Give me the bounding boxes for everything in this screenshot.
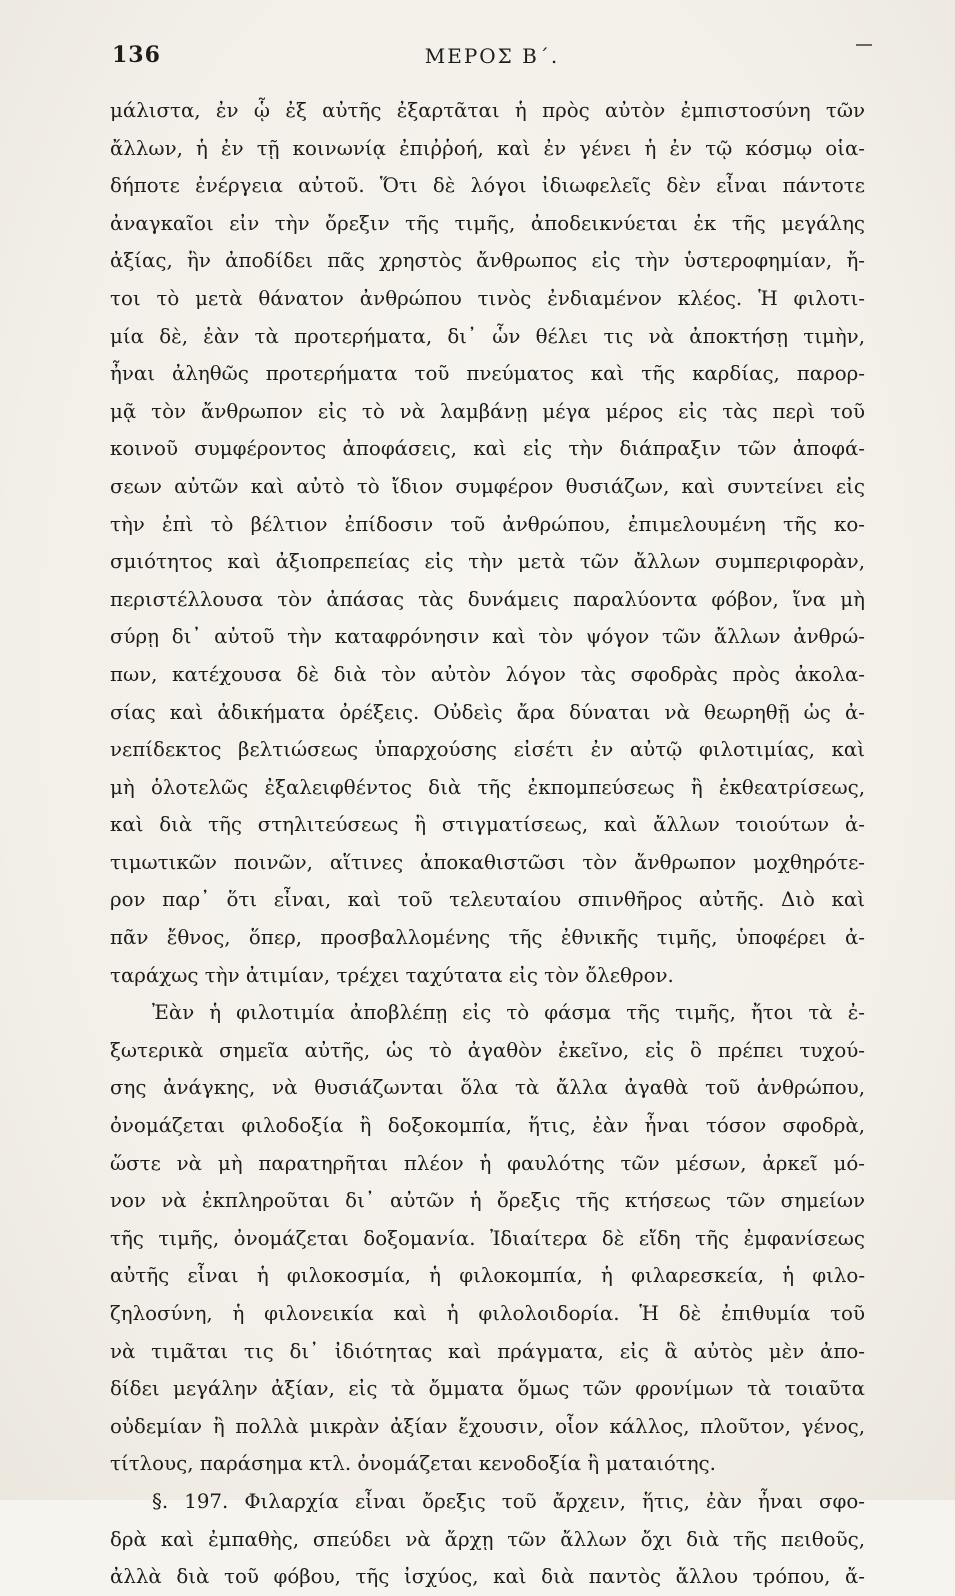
text-line: νον νὰ ἐκπληροῦται δι᾽ αὐτῶν ἡ ὄρεξις τῆς κτήσεως τῶν σημείων bbox=[110, 1189, 865, 1213]
text-line: ρον παρ᾽ ὅτι εἶναι, καὶ τοῦ τελευταίου σπινθῆρος αὐτῆς. Διὸ καὶ bbox=[110, 888, 865, 912]
text-line: μὴ ὁλοτελῶς ἐξαλειφθέντος διὰ τῆς ἐκπομπεύσεως ἢ ἐκθεατρίσεως, bbox=[110, 775, 865, 799]
running-head: ΜΕΡΟΣ Β΄. bbox=[424, 44, 560, 68]
text-line: σεων αὐτῶν καὶ αὐτὸ τὸ ἴδιον συμφέρον θυσιάζων, καὶ συντείνει εἰς bbox=[110, 474, 865, 498]
page-header bbox=[112, 42, 872, 76]
text-line: καὶ διὰ τῆς στηλιτεύσεως ἢ στιγματίσεως, καὶ ἄλλων τοιούτων ἀ- bbox=[110, 813, 865, 837]
text-line: πᾶν ἔθνος, ὅπερ, προσβαλλομένης τῆς ἐθνικῆς τιμῆς, ὑποφέρει ἀ- bbox=[110, 926, 865, 950]
text-line: ὥστε νὰ μὴ παρατηρῆται πλέον ἡ φαυλότης τῶν μέσων, ἀρκεῖ μό- bbox=[110, 1151, 865, 1175]
text-line: ταράχως τὴν ἀτιμίαν, τρέχει ταχύτατα εἰς τὸν ὄλεθρον. bbox=[110, 963, 674, 987]
text-line: νὰ τιμᾶται τις δι᾽ ἰδιότητας καὶ πράγματα, εἰς ἃ αὐτὸς μὲν ἀπο- bbox=[110, 1339, 865, 1363]
text-line: τοι τὸ μετὰ θάνατον ἀνθρώπου τινὸς ἐνδιαμένον κλέος. Ἡ φιλοτι- bbox=[110, 286, 865, 310]
corner-mark bbox=[856, 44, 872, 46]
text-line: πων, κατέχουσα δὲ διὰ τὸν αὐτὸν λόγον τὰς σφοδρὰς πρὸς ἀκολα- bbox=[110, 662, 865, 686]
text-line: ἀναγκαῖοι εἰν τὴν ὄρεξιν τῆς τιμῆς, ἀποδεικνύεται ἐκ τῆς μεγάλης bbox=[110, 211, 865, 235]
text-line: ἦναι ἀληθῶς προτερήματα τοῦ πνεύματος καὶ τῆς καρδίας, παρορ- bbox=[110, 362, 865, 386]
text-line: κοινοῦ συμφέροντος ἀποφάσεις, καὶ εἰς τὴν διάπραξιν τῶν ἀποφά- bbox=[110, 437, 865, 461]
text-line: σης ἀνάγκης, νὰ θυσιάζωνται ὅλα τὰ ἄλλα ἀγαθὰ τοῦ ἀνθρώπου, bbox=[110, 1076, 865, 1100]
text-line: τιμωτικῶν ποινῶν, αἵτινες ἀποκαθιστῶσι τὸν ἄνθρωπον μοχθηρότε- bbox=[110, 850, 865, 874]
text-line: σμιότητος καὶ ἀξιοπρεπείας εἰς τὴν μετὰ τῶν ἄλλων συμπεριφορὰν, bbox=[110, 550, 865, 574]
text-line: τῆς τιμῆς, ὀνομάζεται δοξομανία. Ἰδιαίτερα δὲ εἴδη τῆς ἐμφανίσεως bbox=[110, 1226, 865, 1250]
text-line: ζηλοσύνη, ἡ φιλονεικία καὶ ἡ φιλολοιδορία. Ἡ δὲ ἐπιθυμία τοῦ bbox=[110, 1302, 865, 1325]
body-text bbox=[110, 92, 865, 1596]
text-line: περιστέλλουσα τὸν ἀπάσας τὰς δυνάμεις παραλύοντα φόβον, ἵνα μὴ bbox=[110, 587, 865, 611]
text-line: μάλιστα, ἐν ᾧ ἐξ αὐτῆς ἐξαρτᾶται ἡ πρὸς αὐτὸν ἐμπιστοσύνη τῶν bbox=[110, 99, 865, 122]
text-line: §. 197. Φιλαρχία εἶναι ὄρεξις τοῦ ἄρχειν, ἥτις, ἐὰν ἦναι σφο- bbox=[152, 1489, 865, 1513]
text-line: τίτλους, παράσημα κτλ. ὀνομάζεται κενοδοξία ἢ ματαιότης. bbox=[110, 1452, 716, 1476]
text-line: μᾷ τὸν ἄνθρωπον εἰς τὸ νὰ λαμβάνῃ μέγα μέρος εἰς τὰς περὶ τοῦ bbox=[110, 399, 865, 423]
text-line: ξωτερικὰ σημεῖα αὐτῆς, ὡς τὸ ἀγαθὸν ἐκεῖνο, εἰς ὃ πρέπει τυχού- bbox=[110, 1038, 865, 1062]
text-line: ὀνομάζεται φιλοδοξία ἢ δοξοκομπία, ἥτις, ἐὰν ἦναι τόσον σφοδρὰ, bbox=[110, 1114, 865, 1138]
text-line: σίας καὶ ἀδικήματα ὀρέξεις. Οὐδεὶς ἄρα δύναται νὰ θεωρηθῇ ὡς ἀ- bbox=[110, 700, 865, 724]
text-line: δήποτε ἐνέργεια αὐτοῦ. Ὅτι δὲ λόγοι ἰδιωφελεῖς δὲν εἶναι πάντοτε bbox=[110, 174, 865, 198]
text-line: τὴν ἐπὶ τὸ βέλτιον ἐπίδοσιν τοῦ ἀνθρώπου, ἐπιμελουμένη τῆς κο- bbox=[110, 512, 865, 536]
text-line: αὐτῆς εἶναι ἡ φιλοκοσμία, ἡ φιλοκομπία, ἡ φιλαρεσκεία, ἡ φιλο- bbox=[110, 1264, 865, 1288]
text-line: Ἐὰν ἡ φιλοτιμία ἀποβλέπῃ εἰς τὸ φάσμα τῆς τιμῆς, ἤτοι τὰ ἐ- bbox=[152, 1001, 865, 1025]
page-number: 136 bbox=[112, 42, 161, 68]
text-line: δρὰ καὶ ἐμπαθὴς, σπεύδει νὰ ἄρχῃ τῶν ἄλλων ὄχι διὰ τῆς πειθοῦς, bbox=[110, 1527, 865, 1551]
text-line: σύρῃ δι᾽ αὐτοῦ τὴν καταφρόνησιν καὶ τὸν ψόγον τῶν ἄλλων ἀνθρώ- bbox=[110, 625, 865, 649]
text-line: ἀξίας, ἣν ἀποδίδει πᾶς χρηστὸς ἄνθρωπος εἰς τὴν ὑστεροφημίαν, ἤ- bbox=[110, 249, 865, 273]
text-line: μία δὲ, ἐὰν τὰ προτερήματα, δι᾽ ὧν θέλει τις νὰ ἀποκτήσῃ τιμὴν, bbox=[110, 324, 865, 348]
text-line: νεπίδεκτος βελτιώσεως ὑπαρχούσης εἰσέτι ἐν αὐτῷ φιλοτιμίας, καὶ bbox=[110, 738, 865, 762]
text-line: δίδει μεγάλην ἀξίαν, εἰς τὰ ὄμματα ὅμως τῶν φρονίμων τὰ τοιαῦτα bbox=[110, 1377, 865, 1401]
text-line: οὐδεμίαν ἢ πολλὰ μικρὰν ἀξίαν ἔχουσιν, οἷον κάλλος, πλοῦτον, γένος, bbox=[110, 1414, 865, 1438]
text-line: ἀλλὰ διὰ τοῦ φόβου, τῆς ἰσχύος, καὶ διὰ παντὸς ἄλλου τρόπου, ἄ- bbox=[110, 1565, 865, 1589]
text-line: ἄλλων, ἡ ἐν τῇ κοινωνίᾳ ἐπιῤῥοή, καὶ ἐν γένει ἡ ἐν τῷ κόσμῳ οἱα- bbox=[110, 136, 865, 160]
